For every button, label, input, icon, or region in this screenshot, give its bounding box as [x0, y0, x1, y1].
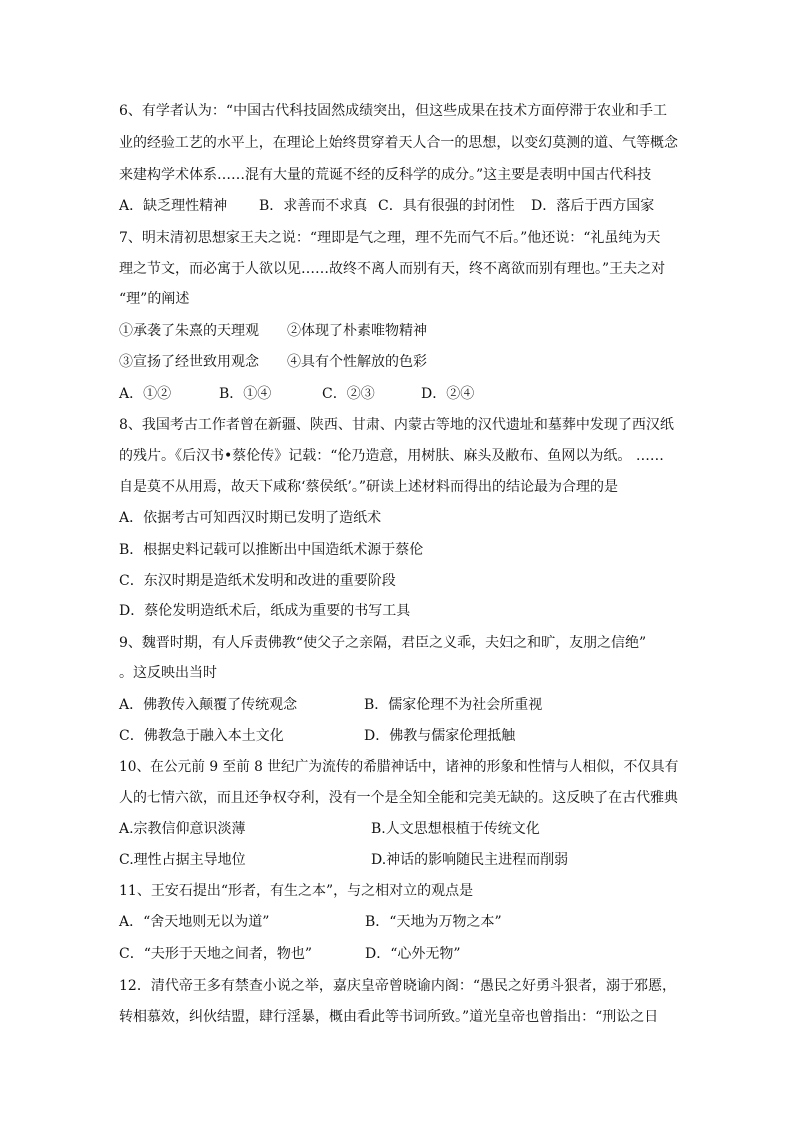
q7-statement-3: ③宣扬了经世致用观念 — [119, 354, 259, 370]
q8-line-3: 自是莫不从用焉，故天下咸称‘蔡侯纸’。”研读上述材料而得出的结论最为合理的是 — [119, 479, 619, 495]
q9-option-c[interactable]: C．佛教急于融入本土文化 — [119, 728, 284, 744]
q7-option-a[interactable]: A．①② — [119, 386, 172, 402]
q8-line-2: 的残片。《后汉书•蔡伦传》记载：“伦乃造意，用树肤、麻头及敝布、鱼网以为纸。 …… — [119, 448, 664, 464]
q9-option-d[interactable]: D．佛教与儒家伦理抵触 — [364, 728, 516, 744]
q9-option-b[interactable]: B．儒家伦理不为社会所重视 — [364, 697, 543, 713]
q10-option-d[interactable]: D.神话的影响随民主进程而削弱 — [371, 852, 569, 868]
q10-line-1: 10、在公元前 9 至前 8 世纪广为流传的希腊神话中，诸神的形象和性情与人相似，不仅具有 — [119, 759, 679, 775]
q7-option-b[interactable]: B．①④ — [219, 386, 272, 402]
q11-option-d[interactable]: D．“心外无物” — [365, 946, 461, 962]
q9-option-a[interactable]: A．佛教传入颠覆了传统观念 — [119, 697, 298, 713]
q12-line-2: 转相慕效，纠伙结盟，肆行淫暴，概由看此等书词所致。”道光皇帝也曾指出：“刑讼之日 — [119, 1009, 659, 1025]
q11-option-b[interactable]: B．“天地为万物之本” — [365, 914, 502, 930]
q6-option-c[interactable]: C．具有很强的封闭性 — [378, 198, 515, 214]
q8-option-c[interactable]: C．东汉时期是造纸术发明和改进的重要阶段 — [119, 573, 396, 589]
q10-option-a[interactable]: A.宗教信仰意识淡薄 — [119, 821, 246, 837]
q12-line-1: 12．清代帝王多有禁查小说之举，嘉庆皇帝曾晓谕内阁：“愚民之好勇斗狠者，溺于邪慝， — [119, 978, 676, 994]
q6-line-3: 来建构学术体系……混有大量的荒诞不经的反科学的成分。”这主要是表明中国古代科技 — [119, 167, 652, 183]
q9-line-2: 。这反映出当时 — [119, 665, 217, 681]
q10-line-2: 人的七情六欲，而且还争权夺利，没有一个是全知全能和完美无缺的。这反映了在古代雅典 — [119, 790, 678, 806]
q7-line-3: “理”的阐述 — [119, 291, 190, 307]
q7-line-1: 7、明末清初思想家王夫之说：“理即是气之理，理不先而气不后。”他还说：“礼虽纯为天 — [119, 230, 661, 246]
q11-option-c[interactable]: C．“夫形于天地之间者，物也” — [119, 946, 313, 962]
q7-statement-2: ②体现了朴素唯物精神 — [287, 323, 427, 339]
q7-option-c[interactable]: C．②③ — [322, 386, 375, 402]
q8-option-a[interactable]: A．依据考古可知西汉时期已发明了造纸术 — [119, 510, 382, 526]
q11-option-a[interactable]: A．“舍天地则无以为道” — [119, 914, 270, 930]
q6-line-1: 6、有学者认为：“中国古代科技固然成绩突出，但这些成果在技术方面停滞于农业和手工 — [119, 103, 668, 119]
q7-statement-4: ④具有个性解放的色彩 — [287, 354, 427, 370]
q9-line-1: 9、魏晋时期，有人斥责佛教“使父子之亲隔，君臣之义乖，夫妇之和旷，友朋之信绝” — [119, 635, 647, 651]
q7-line-2: 理之节文，而必寓于人欲以见……故终不离人而别有天，终不离欲而别有理也。”王夫之对 — [119, 261, 666, 277]
q8-option-d[interactable]: D．蔡伦发明造纸术后，纸成为重要的书写工具 — [119, 603, 411, 619]
q10-option-c[interactable]: C.理性占据主导地位 — [119, 852, 246, 868]
q10-option-b[interactable]: B.人文思想根植于传统文化 — [371, 821, 540, 837]
q8-option-b[interactable]: B．根据史料记载可以推断出中国造纸术源于蔡伦 — [119, 542, 424, 558]
q7-statement-1: ①承袭了朱熹的天理观 — [119, 323, 259, 339]
q11-line-1: 11、王安石提出“形者，有生之本”，与之相对立的观点是 — [119, 883, 474, 899]
q6-option-b[interactable]: B．求善而不求真 — [259, 198, 368, 214]
q6-line-2: 业的经验工艺的水平上，在理论上始终贯穿着天人合一的思想，以变幻莫测的道、气等概念 — [119, 135, 678, 151]
q7-option-d[interactable]: D．②④ — [421, 386, 475, 402]
q6-option-d[interactable]: D．落后于西方国家 — [531, 198, 655, 214]
q6-option-a[interactable]: A．缺乏理性精神 — [119, 198, 228, 214]
q8-line-1: 8、我国考古工作者曾在新疆、陕西、甘肃、内蒙古等地的汉代遗址和墓葬中发现了西汉纸 — [119, 417, 674, 433]
